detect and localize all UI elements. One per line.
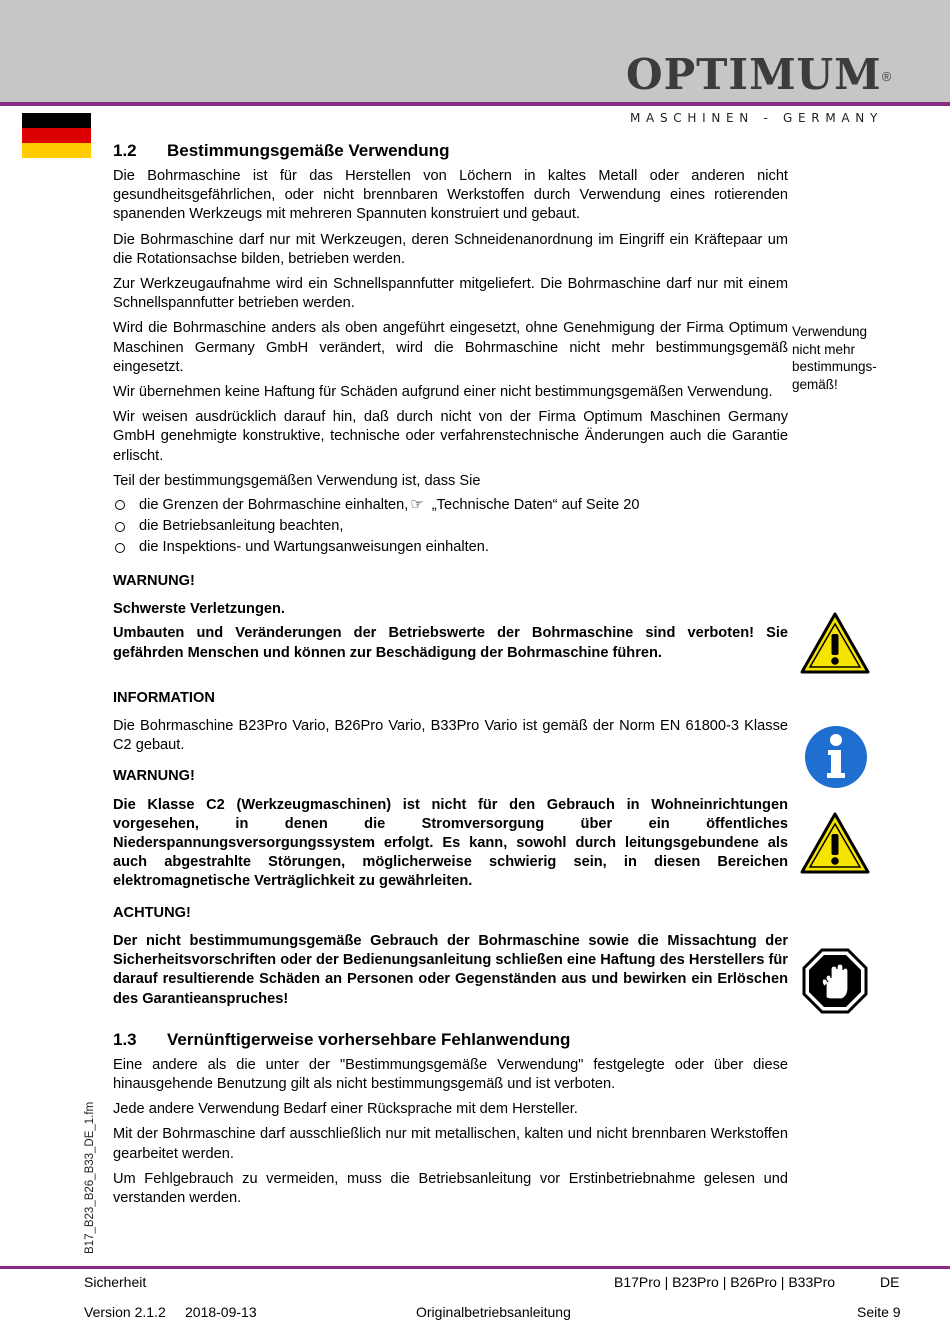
paragraph: Zur Werkzeugaufnahme wird ein Schnellspannfutter mitgeliefert. Die Bohrmaschine darf nur mit einem Schnellspannfutter betrieben werden. (113, 276, 788, 312)
source-filename: B17_B23_B26_B33_DE_1.fm (84, 1101, 96, 1254)
list-item: die Grenzen der Bohrmaschine einhalten, ☞ „Technische Daten“ auf Seite 20 (113, 494, 788, 516)
information-icon (804, 725, 868, 789)
paragraph: Mit der Bohrmaschine darf ausschließlich nur mit metallischen, kalten und nicht brennbaren Werkstoffen gearbeitet werden. (113, 1126, 788, 1162)
paragraph: Die Bohrmaschine ist für das Herstellen von Löchern in kaltes Metall oder anderen nicht gesundheitsgefährlichen, oder nicht brennbaren Werkstoffen durch Verwendung eines rotierenden spanenden Werkzeugs mit mehreren Spannuten konstruiert und gebaut. (113, 168, 788, 223)
cross-reference-link[interactable]: „Technische Daten“ auf Seite 20 (431, 497, 640, 514)
footer-page-number: Seite 9 (857, 1304, 901, 1320)
warning-text: Umbauten und Veränderungen der Betriebswerte der Bohrmaschine sind verboten! Sie gefährden Menschen und können zur Beschädigung der Bohrmaschine führen. (113, 625, 788, 661)
warning-label: WARNUNG! (113, 768, 195, 785)
paragraph: Um Fehlgebrauch zu vermeiden, muss die Betriebsanleitung vor Erstinbetriebnahme gelesen und verstanden werden. (113, 1170, 788, 1206)
footer-language: DE (880, 1274, 900, 1290)
list-item: die Betriebsanleitung beachten, (113, 516, 788, 537)
header-accent-line (0, 102, 950, 106)
footer-doc-type: Originalbetriebsanleitung (416, 1304, 571, 1320)
section-heading-1-3: 1.3 Vernünftigerweise vorhersehbare Fehlanwendung (113, 1029, 571, 1049)
warning-triangle-icon (800, 612, 870, 674)
section-heading-1-2: 1.2 Bestimmungsgemäße Verwendung (113, 141, 450, 160)
warning-text: Die Klasse C2 (Werkzeugmaschinen) ist nicht für den Gebrauch in Wohneinrichtungen vorgesehen, in denen die Stromversorgung über ein öffentliches Niederspannungsversorgungssystem erfolgt. Es kann, sowohl durch leitungsgebundene als auch abgestrahlte Störungen, möglicherweise schwierig sein, in diesen Bereichen elektromagnetische Verträglichkeit zu gewährleiten. (113, 796, 788, 890)
paragraph: Teil der bestimmungsgemäßen Verwendung ist, dass Sie (113, 472, 481, 489)
optimum-logo: OPTIMUM® (626, 50, 893, 99)
main-content (113, 140, 788, 1214)
paragraph: Eine andere als die unter der "Bestimmungsgemäße Verwendung" festgelegte oder über diese hinausgehende Benutzung gilt als nicht bestimmungsgemäß und ist verboten. (113, 1056, 788, 1092)
margin-note: Verwendung nicht mehr bestimmungs- gemäß! (792, 324, 877, 392)
footer-version: Version 2.1.2 (84, 1304, 166, 1320)
bullet-circle-icon (115, 543, 125, 553)
warning-subtitle: Schwerste Verletzungen. (113, 601, 285, 618)
footer-accent-line (0, 1266, 950, 1269)
caution-label: ACHTUNG! (113, 904, 191, 921)
paragraph: Die Bohrmaschine darf nur mit Werkzeugen, deren Schneidenanordnung im Eingriff ein Kräftepaar um die Rotationsachse bilden, betrieben werden. (113, 231, 788, 267)
footer-date: 2018-09-13 (185, 1304, 257, 1320)
footer-section: Sicherheit (84, 1274, 147, 1290)
logo-subtitle: MASCHINEN - GERMANY (630, 111, 884, 125)
warning-label: WARNUNG! (113, 573, 195, 590)
usage-bullet-list (113, 494, 788, 558)
paragraph: Jede andere Verwendung Bedarf einer Rücksprache mit dem Hersteller. (113, 1101, 578, 1118)
german-flag-icon (22, 113, 91, 158)
pointing-hand-icon: ☞ (410, 495, 424, 514)
footer-models: B17Pro | B23Pro | B26Pro | B33Pro (614, 1274, 836, 1290)
bullet-circle-icon (115, 500, 125, 510)
paragraph: Wir weisen ausdrücklich darauf hin, daß durch nicht von der Firma Optimum Maschinen Germany GmbH genehmigte konstruktive, technische oder verfahrenstechnische Änderungen auch die Garantie erlischt. (113, 409, 788, 464)
information-label: INFORMATION (113, 689, 215, 706)
paragraph: Wird die Bohrmaschine anders als oben angeführt eingesetzt, ohne Genehmigung der Firma Optimum Maschinen Germany GmbH verändert, wird die Bohrmaschine nicht mehr bestimmungsgemäß eingesetzt. (113, 320, 788, 375)
stop-hand-icon (802, 948, 868, 1014)
warning-triangle-icon (800, 812, 870, 874)
list-item: die Inspektions- und Wartungsanweisungen einhalten. (113, 537, 788, 558)
paragraph: Wir übernehmen keine Haftung für Schäden aufgrund einer nicht bestimmungsgemäßen Verwendung. (113, 384, 773, 401)
caution-text: Der nicht bestimmumungsgemäße Gebrauch der Bohrmaschine sowie die Missachtung der Sicherheitsvorschriften oder der Bedienungsanleitung schließen eine Haftung des Herstellers für darauf resultierende Schäden an Personen oder Gegenständen aus und bewirken ein Erlöschen des Garantieanspruches! (113, 932, 788, 1007)
information-text: Die Bohrmaschine B23Pro Vario, B26Pro Vario, B33Pro Vario ist gemäß der Norm EN 61800-3 Klasse C2 gebaut. (113, 718, 788, 754)
bullet-circle-icon (115, 522, 125, 532)
